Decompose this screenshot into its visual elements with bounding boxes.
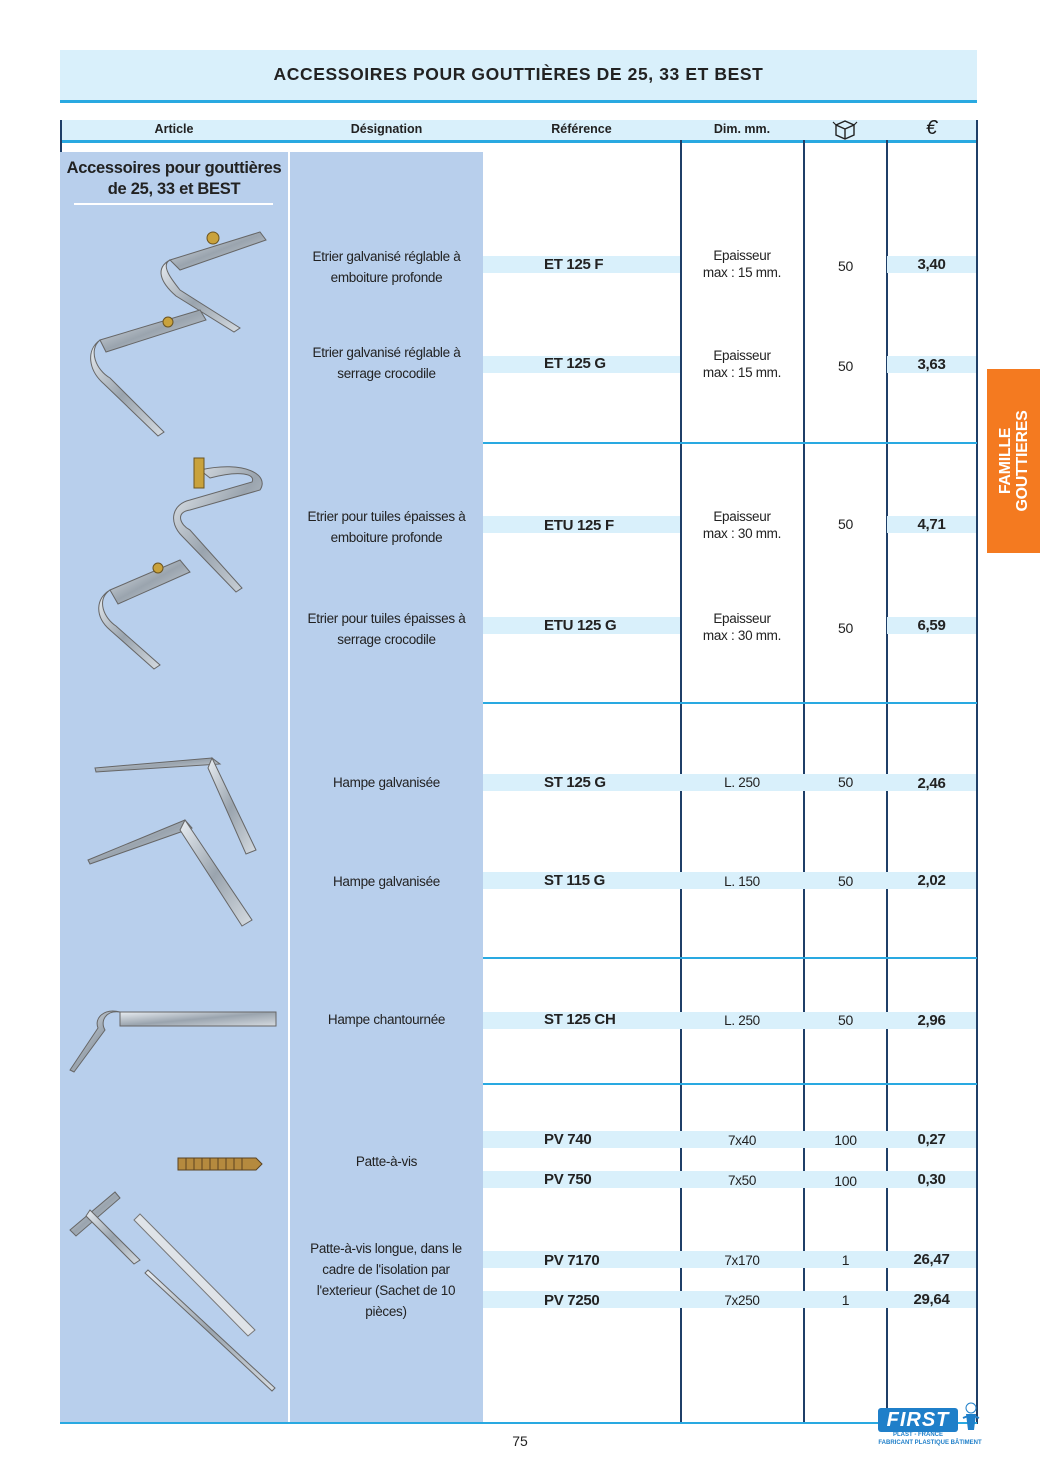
row-designation: Hampe galvanisée xyxy=(332,874,441,889)
row-price: 0,30 xyxy=(917,1171,946,1188)
row-dim: Epaisseur max : 15 mm. xyxy=(702,248,782,280)
row-qty: 50 xyxy=(838,258,853,274)
logo-sub: PLAST - FRANCE xyxy=(893,1432,943,1438)
header-article: Article xyxy=(154,122,194,136)
row-dim: 7x170 xyxy=(724,1253,760,1268)
row-designation: Hampe chantournée xyxy=(327,1012,446,1027)
row-reference: ET 125 G xyxy=(544,355,606,372)
row-price: 6,59 xyxy=(917,617,946,634)
logo-tagline: FABRICANT PLASTIQUE BÂTIMENT xyxy=(878,1440,982,1446)
row-dim: Epaisseur max : 15 mm. xyxy=(702,348,782,380)
row-qty: 50 xyxy=(838,516,853,532)
row-price: 26,47 xyxy=(913,1251,950,1268)
row-qty: 100 xyxy=(834,1173,857,1189)
row-designation: Etrier galvanisé réglable à emboiture profonde xyxy=(312,249,461,285)
row-qty: 50 xyxy=(838,873,853,889)
first-logo xyxy=(876,1400,986,1450)
bottom-rule xyxy=(60,1422,977,1424)
group-separator xyxy=(483,702,977,704)
row-designation: Etrier pour tuiles épaisses à emboiture profonde xyxy=(307,509,466,545)
row-designation: Etrier galvanisé réglable à serrage crocodile xyxy=(312,345,461,381)
page-title: ACCESSOIRES POUR GOUTTIÈRES DE 25, 33 ET BEST xyxy=(273,64,764,84)
row-price: 2,46 xyxy=(917,775,946,792)
row-qty: 50 xyxy=(838,620,853,636)
row-reference: PV 7250 xyxy=(544,1292,600,1309)
hampe-chantournee-image xyxy=(60,1000,288,1080)
row-dim: 7x250 xyxy=(724,1293,760,1308)
row-reference: PV 740 xyxy=(544,1131,592,1148)
row-designation: Hampe galvanisée xyxy=(332,775,441,790)
row-dim: L. 250 xyxy=(724,1013,760,1028)
row-dim: 7x50 xyxy=(727,1173,757,1188)
row-reference: ST 115 G xyxy=(544,872,605,889)
row-designation: Patte-à-vis longue, dans le cadre de l'isolation par l'exterieur (Sachet de 10 pièces) xyxy=(310,1241,462,1319)
row-designation: Etrier pour tuiles épaisses à serrage crocodile xyxy=(307,611,466,647)
row-dim: Epaisseur max : 30 mm. xyxy=(702,611,782,643)
patte-a-vis-image xyxy=(60,1150,288,1400)
euro-icon: € xyxy=(925,117,938,139)
row-reference: ET 125 F xyxy=(544,256,604,273)
row-qty: 1 xyxy=(841,1292,850,1308)
row-price: 0,27 xyxy=(917,1131,946,1148)
page-number: 75 xyxy=(512,1433,528,1449)
row-dim: Epaisseur max : 30 mm. xyxy=(702,509,782,541)
row-dim: L. 250 xyxy=(724,775,760,790)
header-dim: Dim. mm. xyxy=(713,122,771,136)
row-reference: ETU 125 G xyxy=(544,617,617,634)
article-heading-rule xyxy=(74,203,273,205)
row-price: 3,40 xyxy=(917,256,946,273)
row-reference: ST 125 CH xyxy=(544,1011,616,1028)
row-qty: 50 xyxy=(838,1012,853,1028)
row-price: 2,96 xyxy=(917,1012,946,1029)
side-tab-label: FAMILLE GOUTTIERES xyxy=(996,410,1031,512)
group-separator xyxy=(483,1083,977,1085)
row-designation: Patte-à-vis xyxy=(355,1154,418,1169)
article-heading: Accessoires pour gouttières de 25, 33 et BEST xyxy=(66,159,282,198)
row-dim: 7x40 xyxy=(727,1133,757,1148)
row-price: 29,64 xyxy=(913,1291,950,1308)
row-reference: PV 7170 xyxy=(544,1252,600,1269)
etrier-galvanise-image xyxy=(60,210,288,450)
row-qty: 100 xyxy=(834,1132,857,1148)
row-reference: ETU 125 F xyxy=(544,517,614,534)
row-price: 3,63 xyxy=(917,356,946,373)
header-designation: Désignation xyxy=(350,122,423,136)
row-price: 4,71 xyxy=(917,516,946,533)
logo-brand: FIRST xyxy=(878,1408,958,1432)
group-separator xyxy=(483,957,977,959)
header-reference: Référence xyxy=(551,122,612,136)
row-price: 2,02 xyxy=(917,872,946,889)
row-reference: PV 750 xyxy=(544,1171,592,1188)
box-icon xyxy=(832,118,858,140)
row-qty: 50 xyxy=(838,774,853,790)
row-reference: ST 125 G xyxy=(544,774,606,791)
hampe-galvanisee-image xyxy=(60,740,288,940)
table-border-right xyxy=(976,120,978,1424)
group-separator xyxy=(483,442,977,444)
row-qty: 1 xyxy=(841,1252,850,1268)
row-qty: 50 xyxy=(838,358,853,374)
row-dim: L. 150 xyxy=(724,874,760,889)
mascot-icon xyxy=(960,1400,982,1436)
etrier-tuiles-image xyxy=(60,450,288,675)
